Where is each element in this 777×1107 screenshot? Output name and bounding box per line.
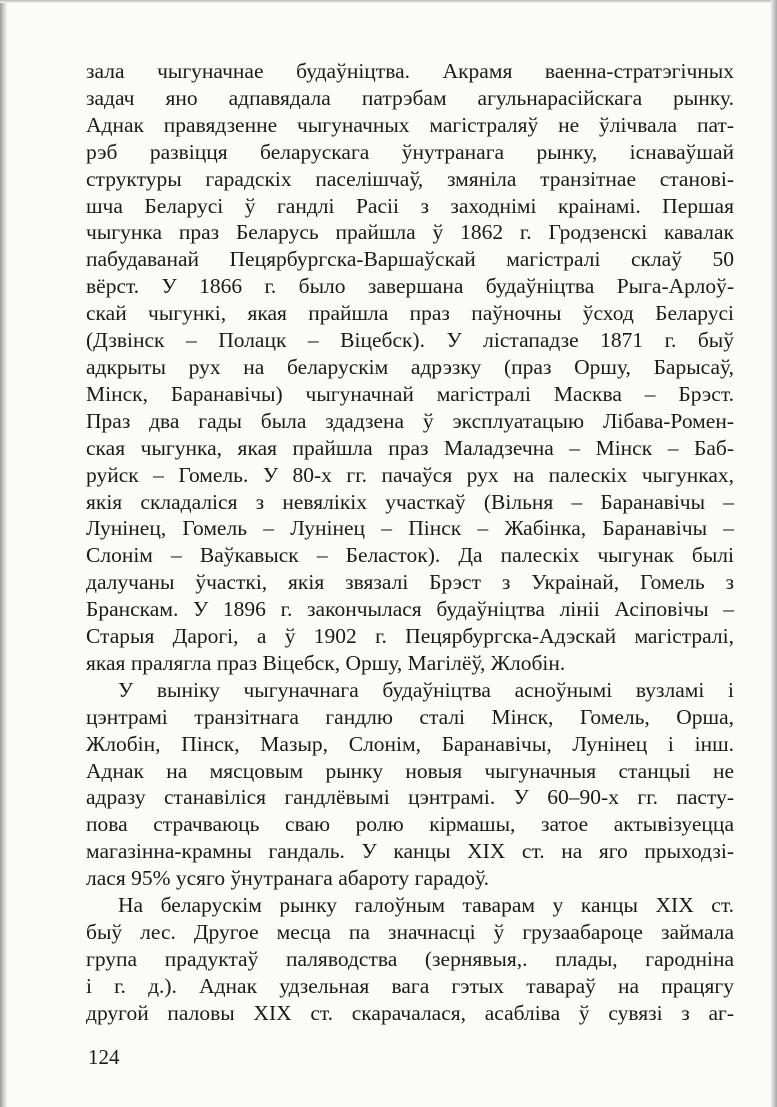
text-line: вёрст. У 1866 г. было завершана будаўніцтва Рыга-Арлоў- [86,274,734,299]
text-line: лася 95% усяго ўнутранага абароту гарадоў. [86,866,489,891]
scan-edge-right [771,0,777,1107]
text-line: магазінна-крамны гандаль. У канцы XIX ст. на яго прыходзі- [86,839,734,864]
page-body-text [86,58,734,1027]
text-line: далучаны ўчасткі, якія звязалі Брэст з Украінай, Гомель з [86,570,734,595]
text-line: і г. д.). Аднак удзельная вага гэтых тавараў на працягу [86,973,734,998]
text-line: цэнтрамі транзітнага гандлю сталі Мінск, Гомель, Орша, [86,704,734,729]
text-line: У выніку чыгуначнага будаўніцтва асноўнымі вузламі і [118,677,734,702]
text-line: задач яно адпавядала патрэбам агульнарасійскага рынку. [86,85,734,110]
text-line: Праз два гады была здадзена ў эксплуатацыю Лібава-Ромен- [86,408,734,433]
text-line: група прадуктаў паляводства (зернявыя,. плады, гародніна [86,946,734,971]
text-line: Мінск, Баранавічы) чыгуначнай магістралі Масква – Брэст. [86,381,734,406]
text-line: Старыя Дарогі, а ў 1902 г. Пецярбургска-Адэскай магістралі, [86,624,734,649]
text-line: якія складаліся з невялікіх участкаў (Вільня – Баранавічы – [86,489,734,514]
paragraph [86,58,734,677]
text-line: Жлобін, Пінск, Мазыр, Слонім, Баранавічы, Лунінец і інш. [86,731,734,756]
text-line: адкрыты рух на беларускім адрэзку (праз Оршу, Барысаў, [86,354,734,379]
paragraph [86,677,734,892]
text-line: якая пралягла праз Віцебск, Оршу, Магілёў, Жлобін. [86,650,566,675]
text-line: быў лес. Другое месца па значнасці ў грузаабароце займала [86,920,734,944]
text-line: пабудаванай Пецярбургска-Варшаўскай магістралі склаў 50 [86,247,734,272]
text-line: Слонім – Ваўкавыск – Беласток). Да палескіх чыгунак былі [86,543,734,568]
text-line: структуры гарадскіх паселішчаў, змяніла транзітнае станові- [86,166,734,191]
text-line: Аднак на мясцовым рынку новыя чыгуначныя станцыі не [86,758,734,783]
scan-edge-top [0,0,777,3]
text-line: зала чыгуначнае будаўніцтва. Акрамя ваенна-стратэгічных [86,59,734,83]
text-line: руйск – Гомель. У 80-х гг. пачаўся рух на палескіх чыгунках, [86,462,734,487]
text-line: ская чыгунка, якая прайшла праз Маладзечна – Мінск – Баб- [86,435,734,460]
text-line: скай чыгункі, якая прайшла праз паўночны ўсход Беларусі [86,301,734,326]
text-line: чыгунка праз Беларусь прайшла ў 1862 г. Гродзенскі кавалак [86,220,734,245]
paragraph [86,892,734,1027]
text-line: Аднак правядзенне чыгуначных магістраляў не ўлічвала пат- [86,112,734,137]
text-line: пова страчваюць сваю ролю кірмашы, затое актывізуецца [86,812,734,837]
text-line: На беларускім рынку галоўным таварам у канцы XIX ст. [118,893,734,918]
text-line: другой паловы XIX ст. скарачалася, асабліва ў сувязі з аг- [86,1000,734,1025]
text-line: Бранскам. У 1896 г. закончылася будаўніцтва лініі Асіповічы – [86,597,734,622]
text-line: шча Беларусі ў гандлі Расіі з заходнімі краінамі. Першая [86,193,734,218]
text-line: рэб развіцця беларускага ўнутранага рынку, існаваўшай [86,139,734,164]
text-line: Лунінец, Гомель – Лунінец – Пінск – Жабінка, Баранавічы – [86,516,734,541]
text-line: (Дзвінск – Полацк – Віцебск). У лістападзе 1871 г. быў [86,328,734,353]
page-number: 124 [88,1045,120,1069]
scan-edge-left [0,0,7,1107]
text-line: адразу станавіліся гандлёвымі цэнтрамі. У 60–90-х гг. пасту- [86,785,734,810]
